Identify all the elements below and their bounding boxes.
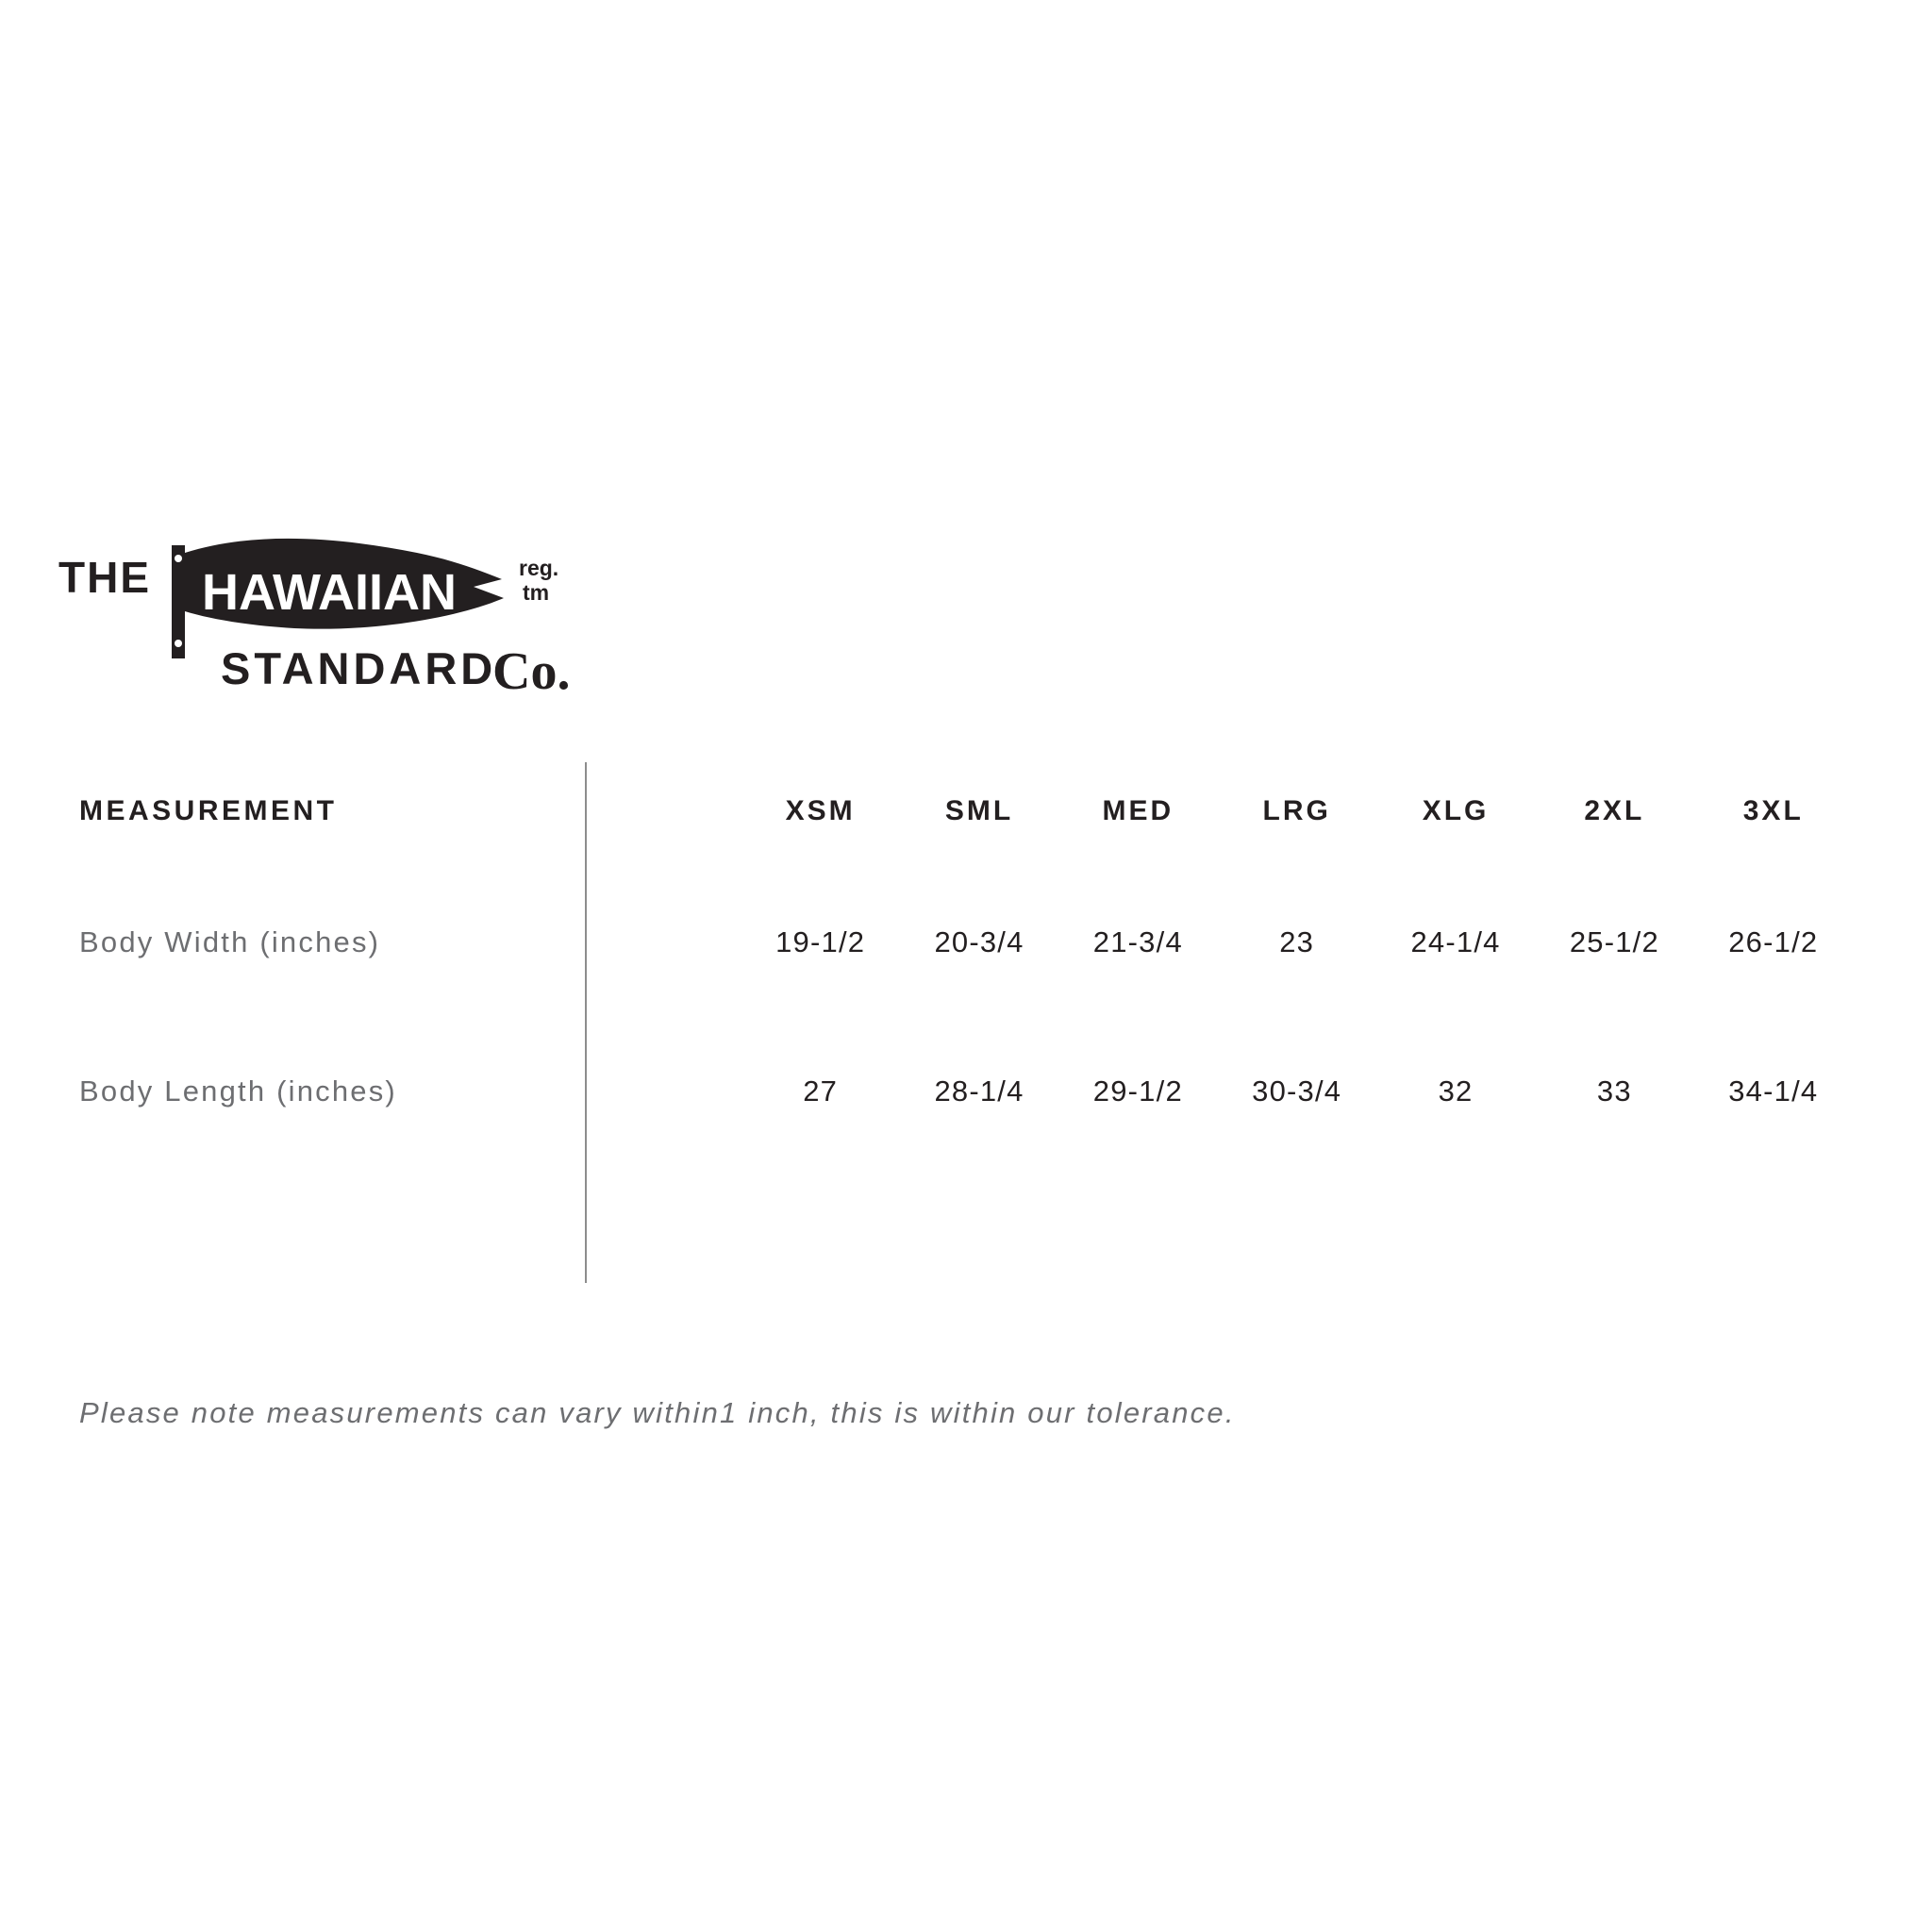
size-header-xsm: XSM	[785, 795, 856, 826]
brand-logo	[58, 528, 719, 708]
body-width-sml: 20-3/4	[934, 925, 1024, 958]
size-table-container	[79, 755, 1872, 1166]
body-length-lrg: 30-3/4	[1252, 1074, 1342, 1108]
body-width-xsm: 19-1/2	[775, 925, 866, 958]
logo-co-text: Co.	[492, 642, 571, 701]
size-header-xlg: XLG	[1422, 795, 1490, 826]
size-header-med: MED	[1102, 795, 1174, 826]
logo-tm-text: tm	[523, 580, 550, 605]
table-header-row	[79, 755, 1853, 868]
body-length-med: 29-1/2	[1092, 1074, 1183, 1108]
size-header-lrg: LRG	[1262, 795, 1331, 826]
logo-standard-text: STANDARD	[221, 643, 497, 693]
body-length-xsm: 27	[803, 1074, 839, 1108]
body-width-med: 21-3/4	[1092, 925, 1183, 958]
logo-hawaiian-text: HAWAIIAN	[202, 564, 457, 621]
row-label-body-length: Body Length (inches)	[79, 1074, 397, 1108]
row-label-body-width: Body Width (inches)	[79, 925, 381, 958]
body-length-3xl: 34-1/4	[1728, 1074, 1819, 1108]
tolerance-note: Please note measurements can vary within1 inch, this is within our tolerance.	[79, 1396, 1236, 1429]
logo-the-text: THE	[58, 553, 151, 602]
body-width-2xl: 25-1/2	[1569, 925, 1659, 958]
size-header-3xl: 3XL	[1742, 795, 1804, 826]
body-length-xlg: 32	[1438, 1074, 1474, 1108]
logo-reg-text: reg.	[519, 556, 559, 580]
table-row	[79, 1017, 1853, 1166]
measurement-column-header: MEASUREMENT	[79, 795, 338, 826]
body-width-lrg: 23	[1279, 925, 1315, 958]
size-header-sml: SML	[944, 795, 1014, 826]
body-length-2xl: 33	[1596, 1074, 1632, 1108]
body-width-3xl: 26-1/2	[1728, 925, 1819, 958]
body-length-sml: 28-1/4	[934, 1074, 1024, 1108]
table-row	[79, 868, 1853, 1017]
size-header-2xl: 2XL	[1584, 795, 1645, 826]
body-width-xlg: 24-1/4	[1410, 925, 1501, 958]
size-table	[79, 755, 1853, 1166]
